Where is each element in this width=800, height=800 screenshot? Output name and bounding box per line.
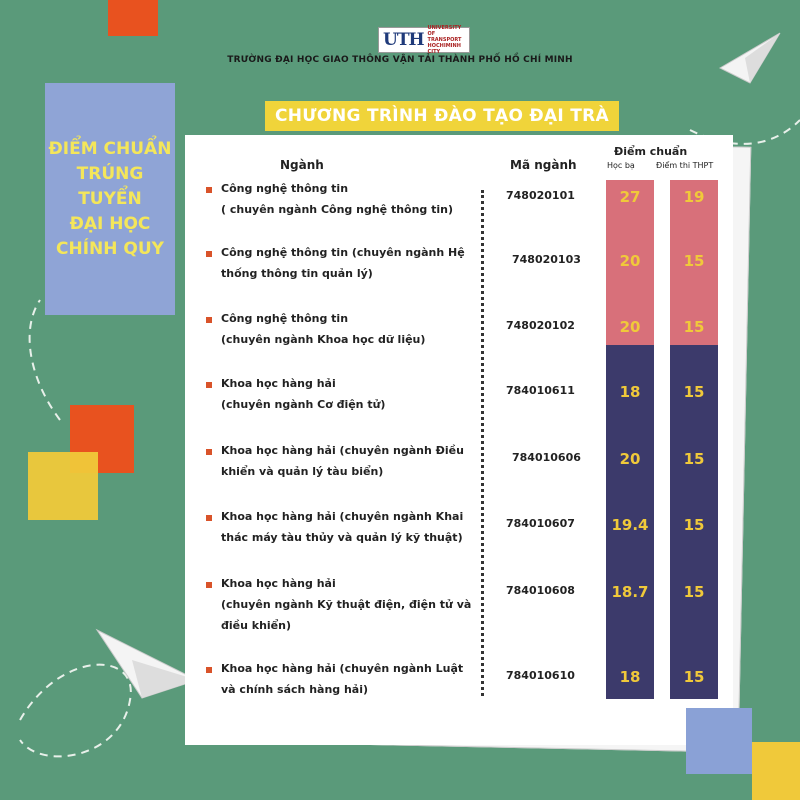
major-name-line: (chuyên ngành Kỹ thuật điện, điện tử và [221, 598, 472, 611]
school-name: TRƯỜNG ĐẠI HỌC GIAO THÔNG VẬN TẢI THÀNH PHỐ HỒ CHÍ MINH [227, 55, 573, 65]
major-name-line: Công nghệ thông tin (chuyên ngành Hệ [221, 246, 465, 259]
major-code: 784010610 [506, 669, 575, 682]
major-code: 784010611 [506, 384, 575, 397]
sidebar-line: ĐẠI HỌC [69, 213, 151, 234]
score-thpt: 15 [683, 450, 705, 468]
logo-sub: UNIVERSITY [427, 25, 462, 31]
major-name [221, 308, 481, 350]
score-hoc-ba: 20 [619, 318, 641, 336]
row-bullet [206, 382, 212, 388]
major-name-line: Công nghệ thông tin [221, 312, 349, 325]
score-hoc-ba: 18 [619, 668, 641, 686]
major-name-line: khiển và quản lý tàu biển) [221, 465, 384, 478]
major-name [221, 178, 481, 220]
major-name-line: Khoa học hàng hải (chuyên ngành Khai [221, 510, 464, 523]
logo-sub: HOCHIMINH CITY [427, 43, 461, 55]
major-code: 784010608 [506, 584, 575, 597]
program-banner [265, 101, 619, 131]
major-code: 784010607 [506, 517, 575, 530]
major-name [221, 373, 481, 415]
major-name-line: thác máy tàu thủy và quản lý kỹ thuật) [221, 531, 463, 544]
score-hoc-ba: 20 [619, 252, 641, 270]
score-thpt: 15 [683, 318, 705, 336]
major-name [221, 242, 481, 284]
row-bullet [206, 251, 212, 257]
major-code: 784010606 [512, 451, 581, 464]
score-hoc-ba: 18.7 [611, 583, 649, 601]
major-code: 748020101 [506, 189, 575, 202]
score-thpt: 15 [683, 583, 705, 601]
major-name [221, 440, 481, 482]
major-code: 748020102 [506, 319, 575, 332]
row-bullet [206, 449, 212, 455]
university-logo [378, 27, 470, 53]
score-thpt: 19 [683, 188, 705, 206]
major-name-line: điều khiển) [221, 619, 292, 632]
header-diem-chuan: Điểm chuẩn [614, 145, 688, 158]
logo-mark: UTH [383, 30, 424, 50]
major-name [221, 658, 481, 700]
major-name-line: thống thông tin quản lý) [221, 267, 373, 280]
major-name-line: Khoa học hàng hải (chuyên ngành Luật [221, 662, 464, 675]
major-name-line: (chuyên ngành Khoa học dữ liệu) [221, 333, 426, 346]
row-bullet [206, 515, 212, 521]
header-ma-nganh: Mã ngành [510, 158, 577, 172]
score-thpt: 15 [683, 668, 705, 686]
banner-title: CHƯƠNG TRÌNH ĐÀO TẠO ĐẠI TRÀ [274, 106, 610, 126]
major-name-line: (chuyên ngành Cơ điện tử) [221, 398, 386, 411]
sidebar-line: CHÍNH QUY [56, 238, 164, 259]
score-hoc-ba: 20 [619, 450, 641, 468]
major-name-line: Công nghệ thông tin [221, 182, 349, 195]
major-name-line: và chính sách hàng hải) [221, 683, 369, 696]
row-bullet [206, 187, 212, 193]
major-name-line: ( chuyên ngành Công nghệ thông tin) [221, 203, 454, 216]
decor-square-blue [686, 708, 752, 774]
score-hoc-ba: 27 [619, 188, 641, 206]
major-name [221, 573, 481, 636]
score-thpt: 15 [683, 252, 705, 270]
sidebar-line: TUYỂN [78, 188, 142, 209]
row-bullet [206, 317, 212, 323]
score-thpt: 15 [683, 516, 705, 534]
logo-sub: OF TRANSPORT [427, 31, 462, 43]
major-name-line: Khoa học hàng hải [221, 577, 336, 590]
major-name-line: Khoa học hàng hải (chuyên ngành Điều [221, 444, 464, 457]
sidebar-title-box [45, 83, 175, 315]
major-code: 748020103 [512, 253, 581, 266]
sidebar-line: ĐIỂM CHUẨN [48, 138, 172, 159]
decor-square-yellow [752, 742, 800, 800]
major-name-line: Khoa học hàng hải [221, 377, 336, 390]
score-thpt: 15 [683, 383, 705, 401]
header-nganh: Ngành [280, 158, 324, 172]
header-thpt: Điểm thi THPT [656, 161, 714, 170]
row-bullet [206, 667, 212, 673]
row-bullet [206, 582, 212, 588]
header-hoc-ba: Học bạ [607, 161, 635, 170]
major-name [221, 506, 481, 548]
dotted-divider [481, 190, 484, 696]
score-hoc-ba: 18 [619, 383, 641, 401]
sidebar-line: TRÚNG [76, 163, 144, 184]
score-hoc-ba: 19.4 [611, 516, 649, 534]
